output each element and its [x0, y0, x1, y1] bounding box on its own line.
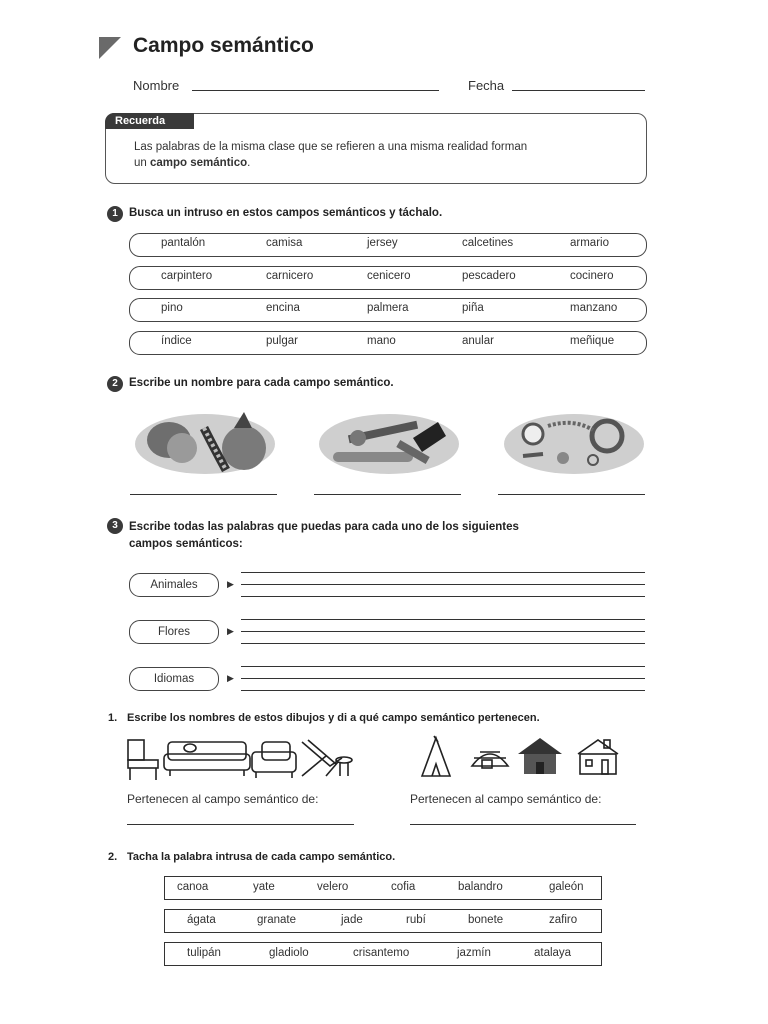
arrow-right-icon: ▶	[227, 579, 234, 589]
task-1-instruction: Escribe los nombres de estos dibujos y di a qué campo semántico pertenecen.	[127, 712, 540, 724]
task-2-word[interactable]: jazmín	[457, 947, 491, 959]
houses-drawings-icon	[418, 734, 628, 780]
exercise-2-number: 2	[107, 376, 123, 392]
page-title: Campo semántico	[133, 34, 314, 57]
exercise-1-number: 1	[107, 206, 123, 222]
exercise-1-word[interactable]: cocinero	[570, 270, 614, 282]
task-2-row	[164, 876, 602, 900]
exercise-3-number: 3	[107, 518, 123, 534]
task-2-instruction: Tacha la palabra intrusa de cada campo semántico.	[127, 851, 396, 863]
exercise-1-word[interactable]: pino	[161, 302, 183, 314]
fecha-line[interactable]	[512, 90, 645, 91]
recuerda-line-2	[134, 155, 527, 171]
write-line[interactable]	[241, 631, 645, 632]
task-2-word[interactable]: yate	[253, 881, 275, 893]
exercise-1-row	[129, 298, 647, 322]
write-line[interactable]	[241, 643, 645, 644]
task-2-word[interactable]: zafiro	[549, 914, 578, 926]
exercise-1-word[interactable]: carpintero	[161, 270, 213, 282]
recuerda-tag: Recuerda	[105, 113, 194, 129]
task-2-word[interactable]: atalaya	[534, 947, 572, 959]
exercise-1-row	[129, 266, 647, 290]
semantic-field-tag: Idiomas	[129, 667, 219, 691]
write-line[interactable]	[241, 596, 645, 597]
task-2-word[interactable]: balandro	[458, 881, 503, 893]
tools-illustration-icon	[318, 408, 460, 476]
exercise-1-word[interactable]: palmera	[367, 302, 409, 314]
exercise-1-instruction: Busca un intruso en estos campos semánticos y táchalo.	[129, 207, 443, 219]
task-2-word[interactable]: bonete	[468, 914, 504, 926]
task-2-word[interactable]: cofia	[391, 881, 416, 893]
task-2-word[interactable]: canoa	[177, 881, 209, 893]
answer-line-fruits[interactable]	[130, 494, 277, 495]
recuerda-bold: campo semántico	[150, 157, 248, 169]
exercise-1-word[interactable]: armario	[570, 237, 609, 249]
semantic-field-tag: Flores	[129, 620, 219, 644]
exercise-1-word[interactable]: pulgar	[266, 335, 298, 347]
furniture-drawings-icon	[126, 736, 358, 782]
exercise-1-word[interactable]: cenicero	[367, 270, 411, 282]
nombre-line[interactable]	[192, 90, 439, 91]
recuerda-suffix: .	[247, 157, 251, 169]
task-2-number: 2.	[108, 851, 118, 863]
exercise-1-word[interactable]: meñique	[570, 335, 615, 347]
task-2-row	[164, 909, 602, 933]
exercise-1-word[interactable]: piña	[462, 302, 484, 314]
corner-triangle-icon	[99, 37, 121, 59]
task-1-left-answer-line[interactable]	[127, 824, 354, 825]
fecha-label: Fecha	[468, 78, 505, 93]
task-2-word[interactable]: gladiolo	[269, 947, 309, 959]
write-line[interactable]	[241, 619, 645, 620]
semantic-field-tag: Animales	[129, 573, 219, 597]
task-2-word[interactable]: rubí	[406, 914, 426, 926]
exercise-3-instruction-line-1: Escribe todas las palabras que puedas para cada uno de los siguientes	[129, 521, 519, 533]
write-line[interactable]	[241, 666, 645, 667]
task-2-word[interactable]: crisantemo	[353, 947, 410, 959]
exercise-1-word[interactable]: índice	[161, 335, 192, 347]
task-2-row	[164, 942, 602, 966]
exercise-1-word[interactable]: calcetines	[462, 237, 514, 249]
exercise-1-word[interactable]: anular	[462, 335, 494, 347]
exercise-1-word[interactable]: camisa	[266, 237, 303, 249]
exercise-1-row	[129, 331, 647, 355]
jewelry-illustration-icon	[503, 408, 645, 476]
recuerda-text	[134, 139, 527, 171]
task-2-word[interactable]: granate	[257, 914, 297, 926]
recuerda-prefix: un	[134, 157, 150, 169]
task-1-number: 1.	[108, 712, 118, 724]
arrow-right-icon: ▶	[227, 673, 234, 683]
arrow-right-icon: ▶	[227, 626, 234, 636]
answer-line-jewelry[interactable]	[498, 494, 645, 495]
exercise-1-word[interactable]: mano	[367, 335, 396, 347]
task-2-word[interactable]: tulipán	[187, 947, 221, 959]
task-2-word[interactable]: jade	[341, 914, 363, 926]
exercise-1-word[interactable]: carnicero	[266, 270, 314, 282]
exercise-1-word[interactable]: manzano	[570, 302, 618, 314]
task-2-word[interactable]: ágata	[187, 914, 216, 926]
fruits-illustration-icon	[134, 408, 276, 476]
write-line[interactable]	[241, 572, 645, 573]
exercise-2-instruction: Escribe un nombre para cada campo semántico.	[129, 377, 394, 389]
exercise-1-word[interactable]: encina	[266, 302, 300, 314]
exercise-3-instruction-line-2: campos semánticos:	[129, 538, 243, 550]
exercise-1-word[interactable]: pantalón	[161, 237, 206, 249]
task-1-right-answer-line[interactable]	[410, 824, 636, 825]
exercise-1-word[interactable]: jersey	[367, 237, 398, 249]
task-2-word[interactable]: velero	[317, 881, 349, 893]
exercise-1-word[interactable]: pescadero	[462, 270, 516, 282]
nombre-label: Nombre	[133, 78, 180, 93]
exercise-1-row	[129, 233, 647, 257]
task-2-word[interactable]: galeón	[549, 881, 584, 893]
answer-line-tools[interactable]	[314, 494, 461, 495]
recuerda-line-1: Las palabras de la misma clase que se refieren a una misma realidad forman	[134, 141, 528, 153]
exercise-3-instruction	[129, 519, 519, 553]
task-1-right-label: Pertenecen al campo semántico de:	[410, 792, 602, 806]
write-line[interactable]	[241, 690, 645, 691]
write-line[interactable]	[241, 584, 645, 585]
write-line[interactable]	[241, 678, 645, 679]
task-1-left-label: Pertenecen al campo semántico de:	[127, 792, 319, 806]
